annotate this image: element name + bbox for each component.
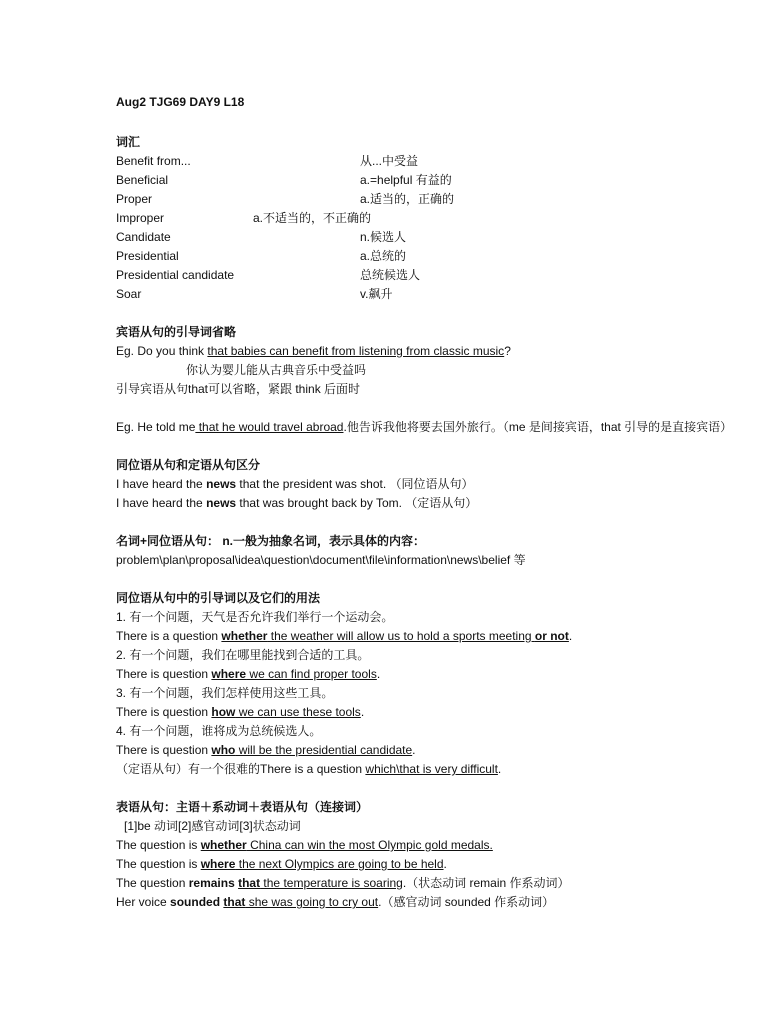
verb-types: [1]be 动词[2]感官动词[3]状态动词 xyxy=(124,819,301,833)
bold-word: remains xyxy=(188,876,235,890)
text: . xyxy=(376,667,381,681)
list-item: 4. 有一个问题，谁将成为总统候选人。 xyxy=(116,724,322,738)
underlined-clause: the next Olympics are going to be held xyxy=(235,857,444,871)
text: The question xyxy=(116,876,189,890)
vocab-def: a.不适当的，不正确的 xyxy=(253,211,372,225)
vocab-def: 总统候选人 xyxy=(360,268,421,282)
vocab-row xyxy=(116,209,372,228)
text: Eg. He told me xyxy=(116,420,196,434)
example-sentence xyxy=(116,418,732,437)
text: Eg. Do you think xyxy=(116,344,208,358)
underlined-clause: we can find proper tools xyxy=(246,667,377,681)
example-sentence xyxy=(116,627,572,646)
bold-word: whether xyxy=(221,629,268,643)
example-sentence xyxy=(116,703,364,722)
text: There is question xyxy=(116,667,212,681)
vocab-row xyxy=(116,190,455,209)
bold-word: that xyxy=(238,876,261,890)
example-sentence xyxy=(116,836,493,855)
vocab-term: Proper xyxy=(116,192,153,206)
vocab-row xyxy=(116,266,421,285)
underlined-clause: that he would travel abroad xyxy=(195,420,344,434)
text: I have heard the xyxy=(116,496,207,510)
example-sentence xyxy=(116,665,380,684)
underlined-clause: which\that is very difficult xyxy=(365,762,498,776)
example-sentence xyxy=(116,874,570,893)
example-sentence xyxy=(116,342,511,361)
note: 引导宾语从句that可以省略，紧跟 think 后面时 xyxy=(116,382,361,396)
text: that was brought back by Tom. （定语从句） xyxy=(236,496,478,510)
text: . xyxy=(568,629,573,643)
underlined-clause: the temperature is soaring xyxy=(260,876,403,890)
text: that the president was shot. （同位语从句） xyxy=(236,477,474,491)
example-sentence xyxy=(116,741,416,760)
section-heading: 同位语从句中的引导词以及它们的用法 xyxy=(116,591,321,605)
underlined-clause: the weather will allow us to hold a sports meeting xyxy=(267,629,535,643)
bold-word: who xyxy=(211,743,236,757)
bold-word: how xyxy=(211,705,236,719)
text: I have heard the xyxy=(116,477,207,491)
text: . xyxy=(443,857,447,871)
example-sentence xyxy=(116,475,474,494)
vocab-row xyxy=(116,152,419,171)
vocab-def: v.飙升 xyxy=(360,287,393,301)
text: The question is xyxy=(116,857,201,871)
underlined-clause: we can use these tools xyxy=(235,705,361,719)
vocab-term: Improper xyxy=(116,211,165,225)
vocab-def: a.适当的，正确的 xyxy=(360,192,455,206)
bold-word: or not xyxy=(534,629,569,643)
list-item: 3. 有一个问题，我们怎样使用这些工具。 xyxy=(116,686,334,700)
vocab-heading: 词汇 xyxy=(116,135,141,149)
list-item: 1. 有一个问题，天气是否允许我们举行一个运动会。 xyxy=(116,610,394,624)
bold-word: that xyxy=(223,895,246,909)
text: . xyxy=(497,762,502,776)
comparison-sentence xyxy=(116,760,501,779)
bold-word: sounded xyxy=(170,895,221,909)
noun-list: problem\plan\proposal\idea\question\document\file\information\news\belief 等 xyxy=(116,553,526,567)
text: .（状态动词 remain 作系动词） xyxy=(402,876,570,890)
vocab-term: Candidate xyxy=(116,230,171,244)
example-sentence xyxy=(116,494,477,513)
text: There is question xyxy=(116,743,212,757)
text: The question is xyxy=(116,838,201,852)
text: . xyxy=(412,743,416,757)
section-heading: 表语从句：主语＋系动词＋表语从句（连接词） xyxy=(116,800,369,814)
vocab-row xyxy=(116,228,407,247)
text: .（感官动词 sounded 作系动词） xyxy=(378,895,555,909)
vocab-row xyxy=(116,285,393,304)
underlined-clause: China can win the most Olympic gold medals. xyxy=(246,838,493,852)
text: There is a question xyxy=(116,629,222,643)
bold-word: where xyxy=(200,857,236,871)
vocab-term: Presidential xyxy=(116,249,179,263)
bold-word: news xyxy=(206,496,237,510)
vocab-term: Beneficial xyxy=(116,173,169,187)
text: Her voice xyxy=(116,895,171,909)
vocab-def: a.总统的 xyxy=(360,249,407,263)
bold-word: whether xyxy=(200,838,247,852)
text: ? xyxy=(504,344,511,358)
underlined-clause: will be the presidential candidate xyxy=(235,743,413,757)
text: .他告诉我他将要去国外旅行。（me 是间接宾语，that 引导的是直接宾语） xyxy=(343,420,733,434)
vocab-def: n.候选人 xyxy=(360,230,407,244)
page-title: Aug2 TJG69 DAY9 L18 xyxy=(116,95,245,109)
text: . xyxy=(360,705,365,719)
text: There is question xyxy=(116,705,212,719)
vocab-row xyxy=(116,171,452,190)
example-sentence xyxy=(116,855,447,874)
vocab-def: 从...中受益 xyxy=(360,154,419,168)
section-heading: 宾语从句的引导词省略 xyxy=(116,325,237,339)
vocab-def: a.=helpful 有益的 xyxy=(360,173,452,187)
text: （定语从句）有一个很难的There is a question xyxy=(116,762,366,776)
bold-word: where xyxy=(211,667,247,681)
section-heading: 同位语从句和定语从句区分 xyxy=(116,458,261,472)
underlined-clause: that babies can benefit from listening from classic music xyxy=(207,344,505,358)
list-item: 2. 有一个问题，我们在哪里能找到合适的工具。 xyxy=(116,648,370,662)
translation: 你认为婴儿能从古典音乐中受益吗 xyxy=(186,363,367,377)
vocab-term: Soar xyxy=(116,287,142,301)
example-sentence xyxy=(116,893,554,912)
underlined-clause: she was going to cry out xyxy=(245,895,379,909)
vocab-term: Presidential candidate xyxy=(116,268,235,282)
bold-word: news xyxy=(206,477,237,491)
vocab-term: Benefit from... xyxy=(116,154,191,168)
vocab-row xyxy=(116,247,407,266)
section-heading: 名词+同位语从句： n.一般为抽象名词，表示具体的内容： xyxy=(116,534,426,548)
